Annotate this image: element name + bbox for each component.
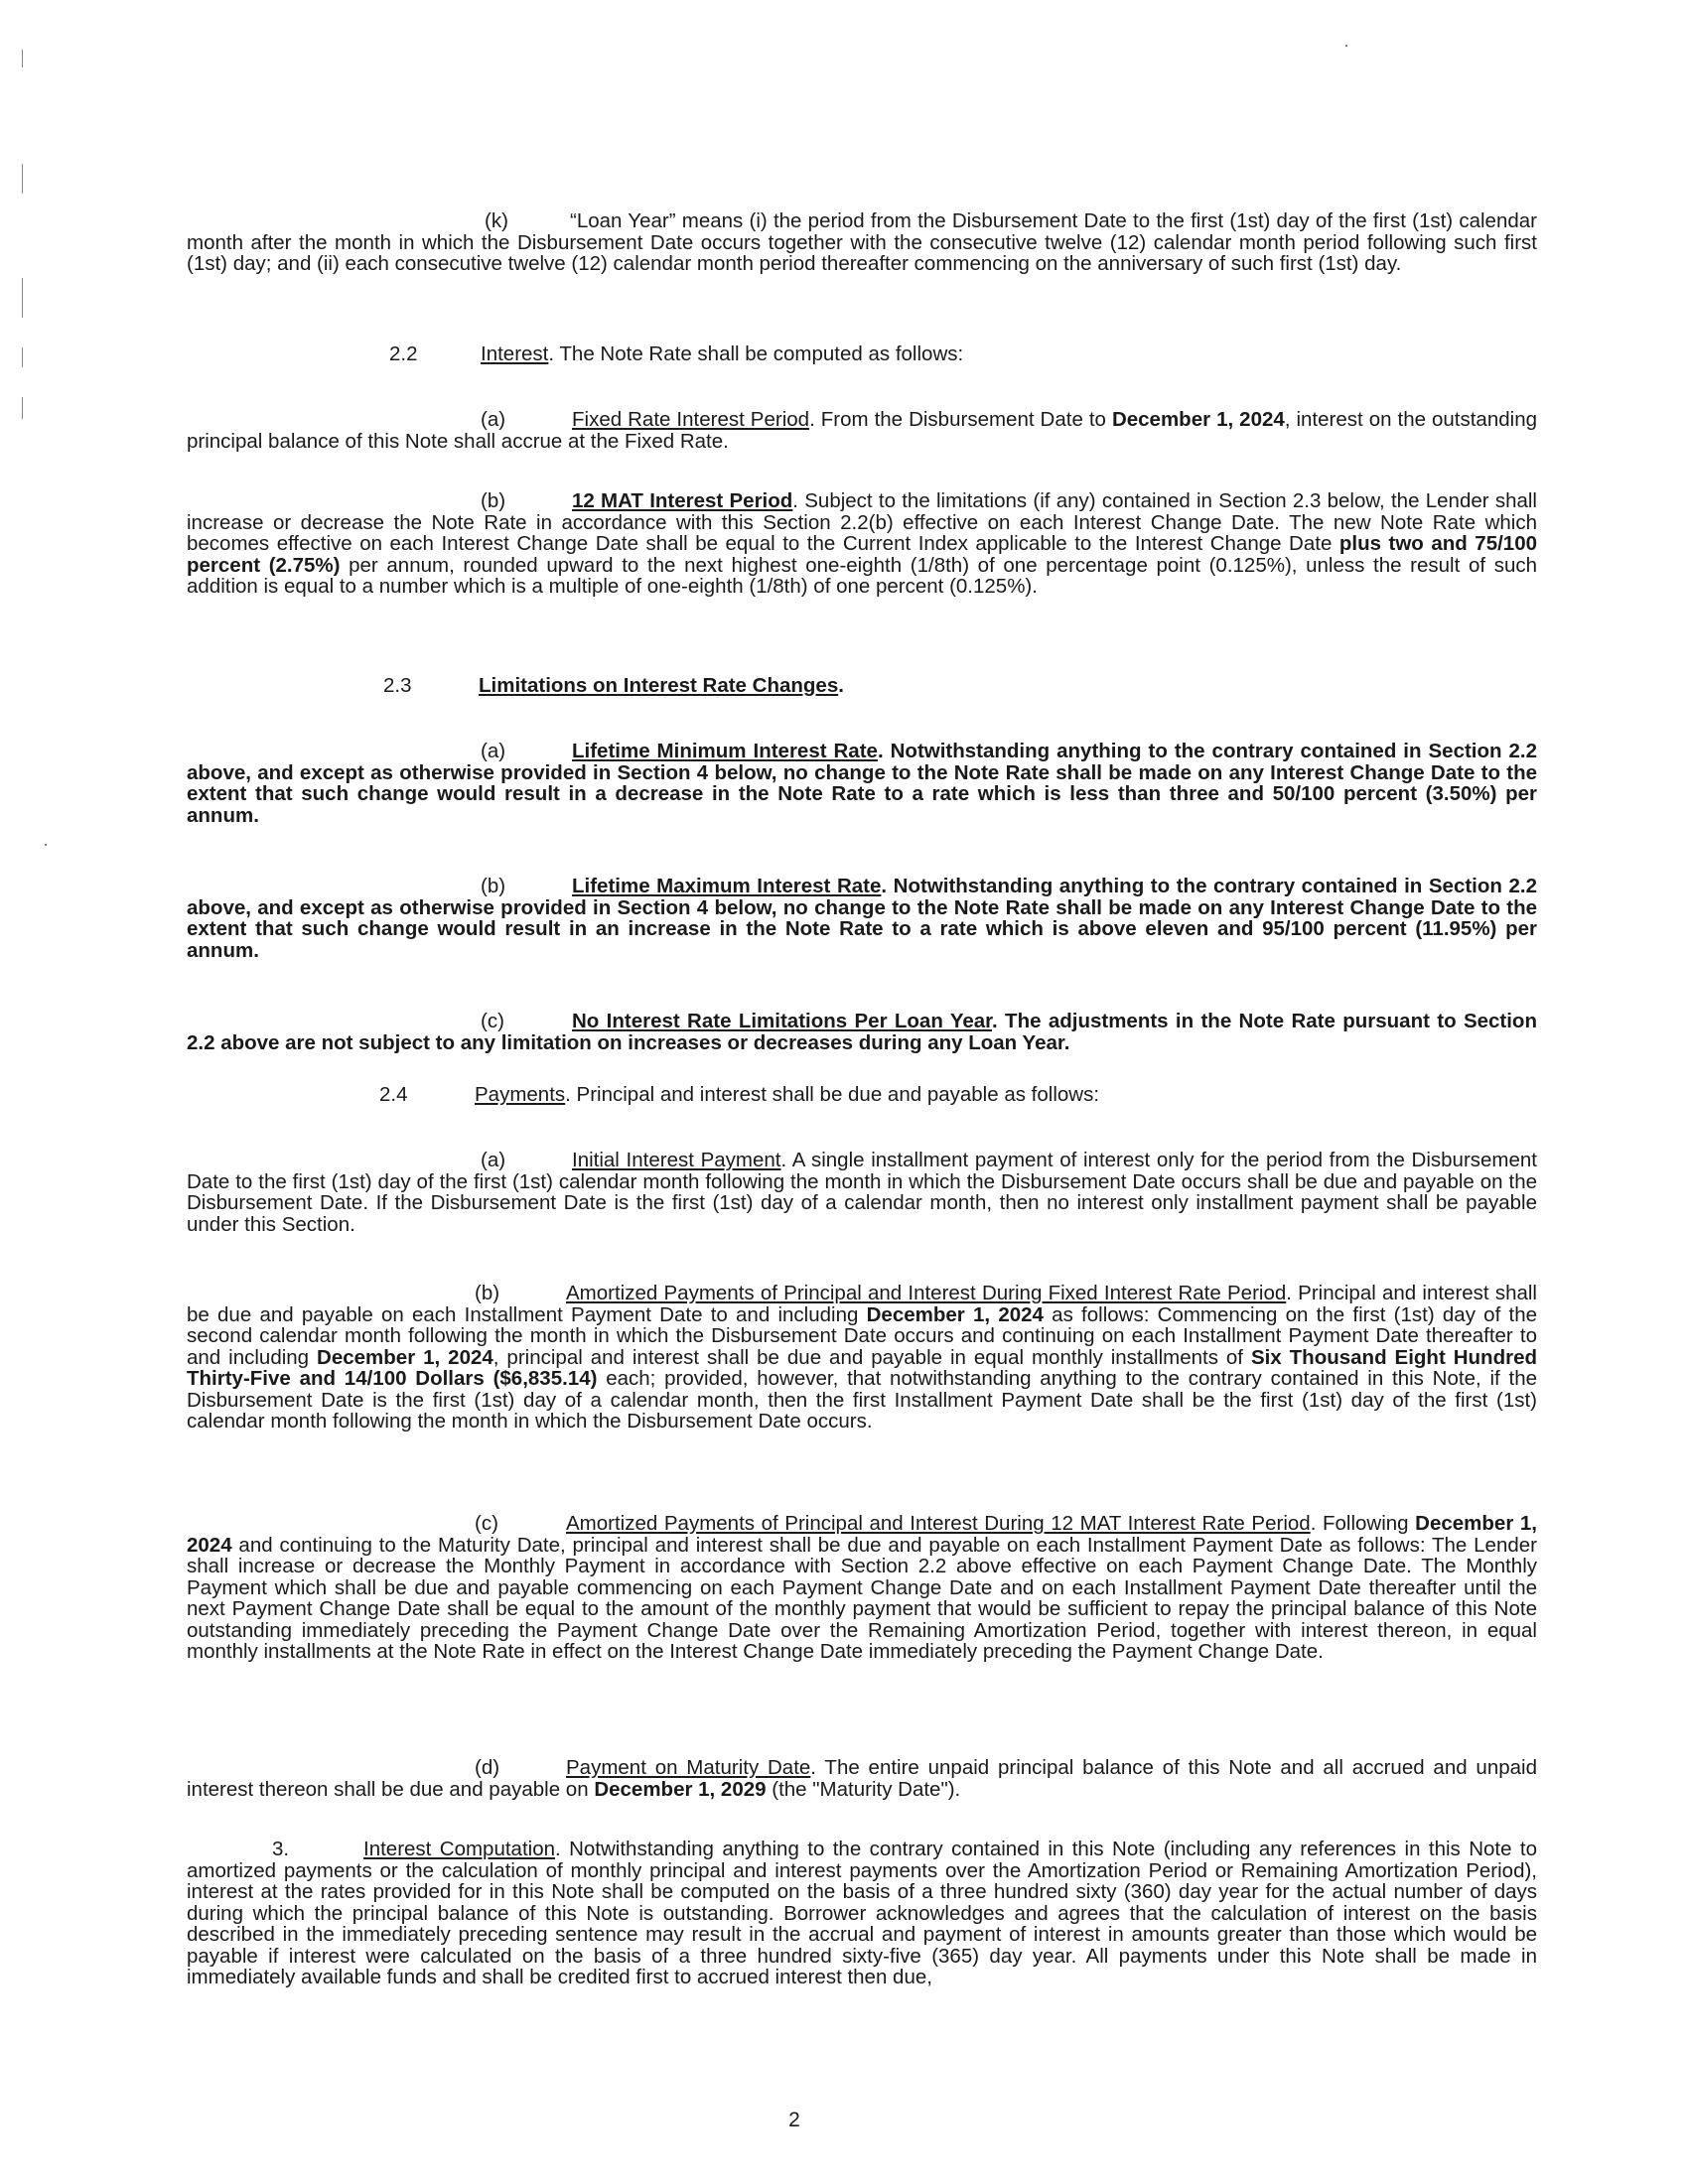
scan-artifact [45,844,47,846]
section-title: Payments [475,1083,566,1106]
section-text: . [838,674,844,697]
paragraph-text: , principal and interest shall be due and payable in equal monthly installments of [492,1345,1251,1369]
paragraph-2-4-c [187,1513,1537,1663]
item-title: Payment on Maturity Date [566,1756,811,1779]
section-2-2-heading [389,343,963,365]
section-text: . The Note Rate shall be computed as follows: [548,342,964,365]
section-number: 3. [272,1838,290,1860]
paragraph-2-4-b [187,1283,1537,1433]
paragraph-text: . Following [1310,1512,1416,1535]
paragraph-2-3-b [187,876,1537,961]
section-title: Limitations on Interest Rate Changes [479,674,839,697]
item-label: (d) [475,1756,500,1779]
paragraph-2-4-a [187,1150,1537,1235]
item-title: Amortized Payments of Principal and Interest During 12 MAT Interest Rate Period [566,1512,1311,1535]
item-label: (b) [481,489,506,512]
bold-date: December 1, 2024 [187,1512,1537,1557]
paragraph-text: . Notwithstanding anything to the contrary contained in Section 2.2 above, and except as otherwise provided in Section 4 below, no change to the Note Rate shall be made on any Interest Change Date to the extent that such change would result in an increase in the Note Rate to a rate which is above eleven and 95/100 percent (11.95%) per annum. [187,875,1537,962]
section-title: Interest Computation [363,1838,555,1860]
paragraph-2-3-a [187,741,1537,826]
section-title: Interest [481,342,549,365]
item-label: (a) [481,408,506,431]
item-label: (k) [485,209,508,232]
bold-rate: plus two and 75/100 percent (2.75%) [187,532,1537,577]
paragraph-2-4-d [187,1757,1537,1800]
page-number: 2 [788,2109,800,2131]
scan-artifact [22,164,23,194]
scan-artifact [22,347,23,367]
section-number: 2.2 [389,342,418,365]
paragraph-3-interest-computation [187,1839,1537,1988]
item-label: (a) [481,740,506,762]
paragraph-2-2-a [187,409,1537,452]
paragraph-text: . Subject to the limitations (if any) contained in Section 2.3 below, the Lender shall increase or decrease the Note Rate in accordance with this Section 2.2(b) effective on each Interest Change Date. The new Note Rate which becomes effective on each Interest Change Date shall be equal to the Current Index applicable to the Interest Change Date [187,489,1537,555]
paragraph-text: (the "Maturity Date"). [766,1777,961,1801]
item-title: 12 MAT Interest Period [572,489,793,512]
section-2-4-heading [379,1084,1099,1106]
item-label: (c) [481,1010,504,1032]
paragraph-text: each; provided, however, that notwithstanding anything to the contrary contained in this Note, if the Disbursement Date is the first (1st) day of a calendar month, then the first Installment Payment Date shall be the first (1st) day of the first (1st) calendar month following the month in which the Disbursement Date occurs. [187,1367,1537,1433]
paragraph-text: . From the Disbursement Date to [809,408,1112,431]
section-2-3-heading [383,675,844,697]
paragraph-text: . Notwithstanding anything to the contrary contained in this Note (including any references in this Note to amortized payments or the calculation of monthly principal and interest payments over the Amortization Period or Remaining Amortization Period), interest at the rates provided for in this Note shall be computed on the basis of a three hundred sixty (360) day year for the actual number of days during which the principal balance of this Note is outstanding. Borrower acknowledges and agrees that the calculation of interest on the basis described in the immediately preceding sentence may result in the accrual and payment of interest in amounts greater than those which would be payable if interest were calculated on the basis of a three hundred sixty-five (365) day year. All payments under this Note shall be made in immediately available funds and shall be credited first to accrued interest then due, [187,1838,1537,1988]
paragraph-text: . Notwithstanding anything to the contrary contained in Section 2.2 above, and except as otherwise provided in Section 4 below, no change to the Note Rate shall be made on any Interest Change Date to the extent that such change would result in a decrease in the Note Rate to a rate which is less than three and 50/100 percent (3.50%) per annum. [187,740,1537,827]
paragraph-text: as follows: Commencing on the first (1st) day of the second calendar month following the month in which the Disbursement Date occurs and continuing on each Installment Payment Date thereafter to and including [187,1302,1538,1369]
item-title: Lifetime Minimum Interest Rate [572,740,878,762]
item-label: (c) [475,1512,498,1535]
item-label: (a) [481,1149,506,1171]
bold-date: December 1, 2024 [317,1345,493,1369]
paragraph-text: . The entire unpaid principal balance of this Note and all accrued and unpaid interest thereon shall be due and payable on [187,1756,1537,1801]
section-number: 2.4 [379,1083,408,1106]
paragraph-text: per annum, rounded upward to the next highest one-eighth (1/8th) of one percentage point (0.125%), unless the result of such addition is equal to a number which is a multiple of one-eighth (1/8th) of one percent (0.125%). [187,553,1537,598]
item-title: Amortized Payments of Principal and Interest During Fixed Interest Rate Period [566,1282,1287,1304]
paragraph-2-2-b [187,490,1537,598]
item-title: Fixed Rate Interest Period [572,408,810,431]
section-number: 2.3 [383,674,412,697]
bold-amount: Six Thousand Eight Hundred Thirty-Five and 14/100 Dollars ($6,835.14) [187,1345,1538,1390]
item-title: No Interest Rate Limitations Per Loan Year [572,1010,993,1032]
scan-artifact [1345,45,1347,47]
paragraph-text: . A single installment payment of interest only for the period from the Disbursement Date to the first (1st) day of the first (1st) calendar month following the month in which the Disbursement Date occurs shall be due and payable on the Disbursement Date. If the Disbursement Date is the first (1st) day of a calendar month, then no interest only installment payment shall be payable under this Section. [187,1149,1537,1236]
paragraph-text: . Principal and interest shall be due and payable on each Installment Payment Date to and including [187,1282,1537,1326]
section-text: . Principal and interest shall be due and payable as follows: [565,1083,1100,1106]
paragraph-text: “Loan Year” means (i) the period from the Disbursement Date to the first (1st) day of the first (1st) calendar month after the month in which the Disbursement Date occurs together with the consecutive twelve (12) calendar month period following such first (1st) day; and (ii) each consecutive twelve (12) calendar month period thereafter commencing on the anniversary of such first (1st) day. [187,209,1537,275]
paragraph-k-loan-year [187,210,1537,275]
paragraph-text: and continuing to the Maturity Date, principal and interest shall be due and payable on each Installment Payment Date as follows: The Lender shall increase or decrease the Monthly Payment in accordance with Section 2.2 above effective on each Payment Change Date. The Monthly Payment which shall be due and payable commencing on each Payment Change Date and on each Installment Payment Date thereafter until the next Payment Change Date shall be equal to the amount of the monthly payment that would be sufficient to repay the principal balance of this Note outstanding immediately preceding the Payment Change Date over the Remaining Amortization Period, together with interest thereon, in equal monthly installments at the Note Rate in effect on the Interest Change Date immediately preceding the Payment Change Date. [187,1533,1537,1663]
scan-artifact [22,278,23,318]
item-label: (b) [475,1282,500,1304]
scan-artifact [22,50,23,68]
bold-date: December 1, 2029 [594,1777,767,1801]
item-title: Lifetime Maximum Interest Rate [572,875,882,897]
paragraph-text: , interest on the outstanding principal balance of this Note shall accrue at the Fixed Rate. [187,408,1537,453]
item-title: Initial Interest Payment [572,1149,781,1171]
paragraph-text: . The adjustments in the Note Rate pursuant to Section 2.2 above are not subject to any limitation on increases or decreases during any Loan Year. [187,1010,1537,1054]
item-label: (b) [481,875,506,897]
scan-artifact [22,397,23,419]
bold-date: December 1, 2024 [866,1302,1044,1326]
paragraph-2-3-c [187,1011,1537,1053]
bold-date: December 1, 2024 [1111,408,1285,431]
